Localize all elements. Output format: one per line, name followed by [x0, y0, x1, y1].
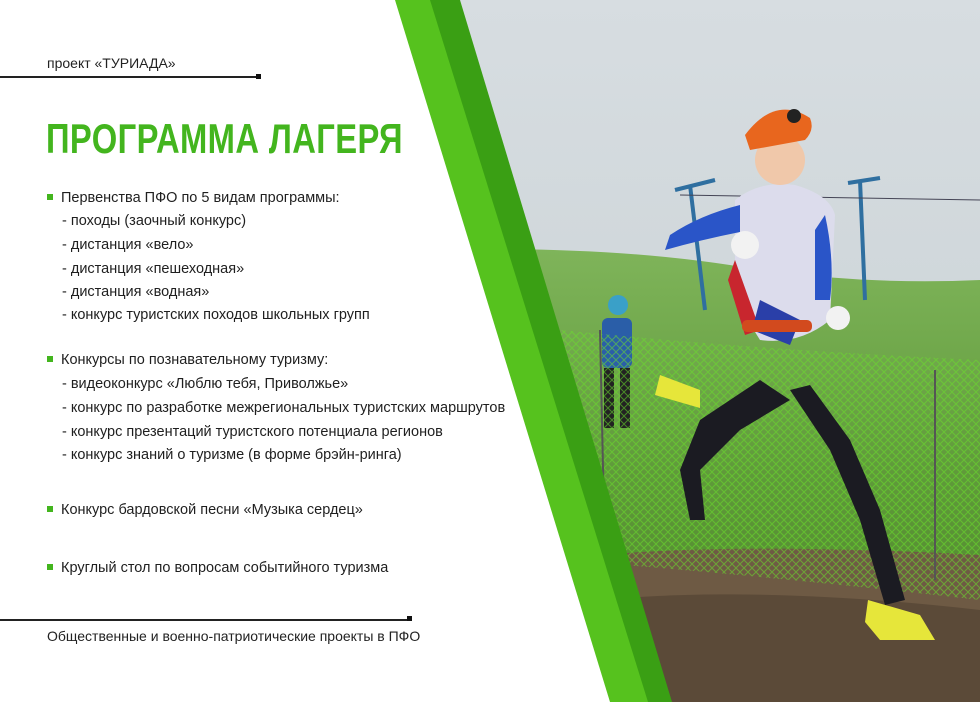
- list-item: - дистанция «вело»: [62, 237, 194, 253]
- section-heading: Первенства ПФО по 5 видам программы:: [61, 190, 340, 206]
- program-section-2: [47, 352, 328, 368]
- bullet-square-icon: [47, 194, 53, 200]
- bullet-square-icon: [47, 564, 53, 570]
- section-heading: Конкурсы по познавательному туризму:: [61, 352, 329, 368]
- list-item: - конкурс по разработке межрегиональных туристских маршрутов: [62, 400, 506, 416]
- footer-text: Общественные и военно-патриотические проекты в ПФО: [47, 628, 421, 644]
- list-item: - дистанция «пешеходная»: [62, 261, 245, 277]
- list-item: - походы (заочный конкурс): [62, 213, 247, 229]
- list-item: - конкурс знаний о туризме (в форме брэйн-ринга): [62, 447, 402, 463]
- footer-divider: [0, 619, 409, 621]
- list-item: - конкурс презентаций туристского потенциала регионов: [62, 424, 443, 440]
- bullet-square-icon: [47, 356, 53, 362]
- bullet-square-icon: [47, 506, 53, 512]
- header-divider: [0, 76, 258, 78]
- program-section-3: [47, 502, 363, 518]
- section-heading: Конкурс бардовской песни «Музыка сердец»: [61, 502, 363, 518]
- header-divider-end-marker: [256, 74, 261, 79]
- program-section-1: [47, 190, 340, 206]
- page-title: ПРОГРАММА ЛАГЕРЯ: [46, 115, 403, 162]
- program-section-4: [47, 560, 388, 576]
- project-label: проект «ТУРИАДА»: [47, 55, 176, 71]
- section-heading: Круглый стол по вопросам событийного туризма: [61, 560, 389, 576]
- footer-divider-end-marker: [407, 616, 412, 621]
- list-item: - дистанция «водная»: [62, 284, 210, 300]
- list-item: - конкурс туристских походов школьных групп: [62, 307, 370, 323]
- list-item: - видеоконкурс «Люблю тебя, Приволжье»: [62, 376, 349, 392]
